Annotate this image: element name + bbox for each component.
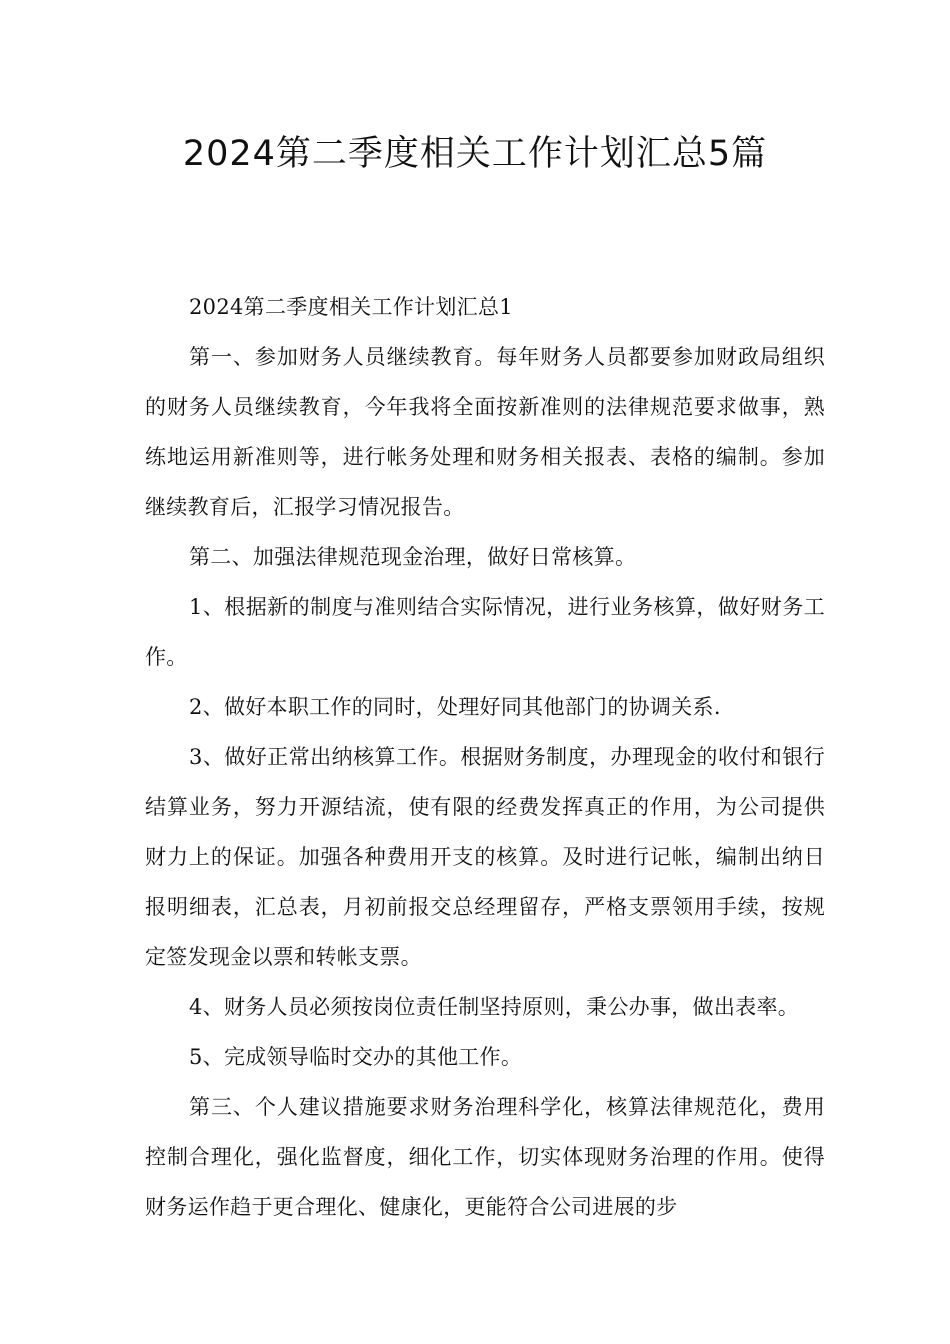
paragraph: 1、根据新的制度与准则结合实际情况，进行业务核算，做好财务工作。 <box>145 595 825 669</box>
paragraph: 第三、个人建议措施要求财务治理科学化，核算法律规范化，费用控制合理化，强化监督度，细化工作，切实体现财务治理的作用。使得财务运作趋于更合理化、健康化，更能符合公司进展的步 <box>145 1095 825 1219</box>
paragraph: 第二、加强法律规范现金治理，做好日常核算。 <box>189 545 637 569</box>
document-title: 2024第二季度相关工作计划汇总5篇 <box>182 134 768 174</box>
paragraph: 2、做好本职工作的同时，处理好同其他部门的协调关系. <box>189 695 721 719</box>
paragraph: 第一、参加财务人员继续教育。每年财务人员都要参加财政局组织的财务人员继续教育，今年我将全面按新准则的法律规范要求做事，熟练地运用新准则等，进行帐务处理和财务相关报表、表格的编制。参加继续教育后，汇报学习情况报告。 <box>145 345 825 519</box>
paragraph: 5、完成领导临时交办的其他工作。 <box>189 1045 523 1069</box>
document-body <box>145 282 825 1232</box>
paragraph: 3、做好正常出纳核算工作。根据财务制度，办理现金的收付和银行结算业务，努力开源结流，使有限的经费发挥真正的作用，为公司提供财力上的保证。加强各种费用开支的核算。及时进行记帐，编制出纳日报明细表，汇总表，月初前报交总经理留存，严格支票领用手续，按规定签发现金以票和转帐支票。 <box>145 745 825 969</box>
section-heading: 2024第二季度相关工作计划汇总1 <box>189 295 513 319</box>
paragraph: 4、财务人员必须按岗位责任制坚持原则，秉公办事，做出表率。 <box>189 995 800 1019</box>
